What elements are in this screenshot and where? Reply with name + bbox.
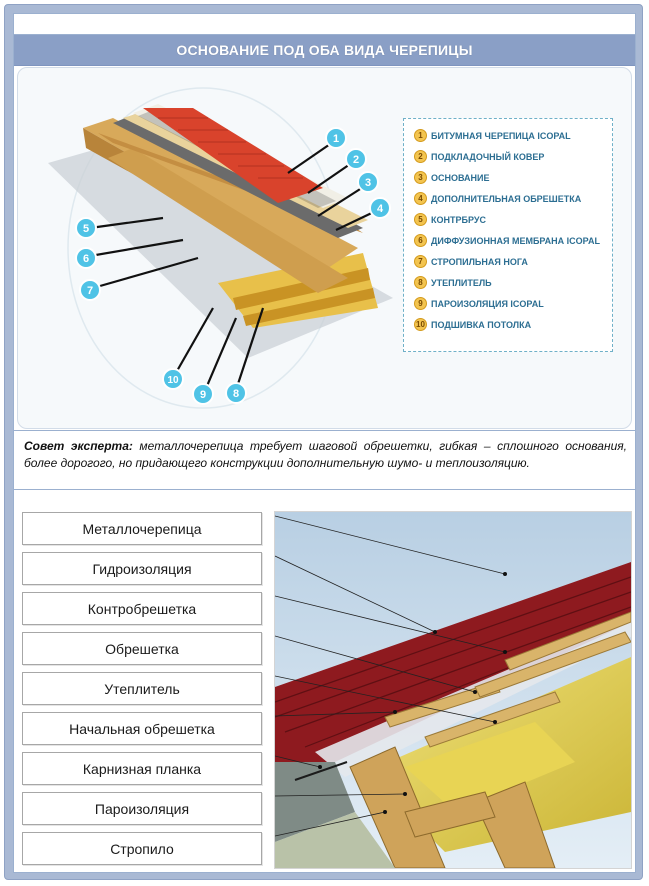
legend-label: ОСНОВАНИЕ (431, 172, 490, 183)
legend-item (414, 209, 612, 230)
callout-1: 1 (332, 133, 340, 145)
legend-label: КОНТРБРУС (431, 214, 486, 225)
legend-number: 2 (414, 150, 427, 163)
tip-text: металлочерепица требует шаговой обрешетки, гибкая – сплошного основания, более дорогого, но придающего конструкции дополнительную шумо- и теплоизоляцию. (24, 439, 627, 470)
label-vapor-barrier: Пароизоляция (22, 792, 262, 825)
label-starter-batten: Начальная обрешетка (22, 712, 262, 745)
expert-tip (14, 430, 635, 490)
legend-number: 1 (414, 129, 427, 142)
label-metal-tile: Металлочерепица (22, 512, 262, 545)
legend-item (414, 272, 612, 293)
callout-10: 10 (167, 375, 179, 386)
callout-9: 9 (199, 389, 207, 401)
legend-item (414, 188, 612, 209)
top-strip (14, 14, 635, 35)
legend-item (414, 125, 612, 146)
legend-number: 8 (414, 276, 427, 289)
callout-4: 4 (376, 203, 384, 215)
legend-number: 7 (414, 255, 427, 268)
callout-6: 6 (82, 253, 90, 265)
page-frame (4, 4, 643, 880)
legend-number: 4 (414, 192, 427, 205)
label-waterproofing: Гидроизоляция (22, 552, 262, 585)
legend-label: УТЕПЛИТЕЛЬ (431, 277, 492, 288)
label-eave-strip: Карнизная планка (22, 752, 262, 785)
callout-5: 5 (82, 223, 90, 235)
content-area (13, 13, 636, 873)
legend-label: ПОДШИВКА ПОТОЛКА (431, 319, 532, 330)
legend-label: ПОДКЛАДОЧНЫЙ КОВЕР (431, 151, 545, 162)
legend-label: БИТУМНАЯ ЧЕРЕПИЦА ICOPAL (431, 130, 571, 141)
label-insulation: Утеплитель (22, 672, 262, 705)
callout-3: 3 (364, 177, 372, 189)
legend-item (414, 251, 612, 272)
legend-number: 3 (414, 171, 427, 184)
tip-heading: Совет эксперта: (24, 439, 133, 453)
callout-8: 8 (232, 388, 240, 400)
legend-item (414, 230, 612, 251)
legend-label: СТРОПИЛЬНАЯ НОГА (431, 256, 528, 267)
page-title: ОСНОВАНИЕ ПОД ОБА ВИДА ЧЕРЕПИЦЫ (176, 42, 473, 58)
legend-number: 10 (414, 318, 427, 331)
legend-label: ДОПОЛНИТЕЛЬНАЯ ОБРЕШЕТКА (431, 193, 582, 204)
roof-layers-diagram (17, 67, 632, 429)
label-counter-batten: Контробрешетка (22, 592, 262, 625)
callout-7: 7 (86, 285, 94, 297)
legend-item (414, 167, 612, 188)
label-batten: Обрешетка (22, 632, 262, 665)
legend-number: 5 (414, 213, 427, 226)
roof-photo (274, 511, 632, 869)
legend (403, 118, 613, 352)
label-rafter: Стропило (22, 832, 262, 865)
callout-2: 2 (352, 154, 360, 166)
legend-number: 9 (414, 297, 427, 310)
legend-label: ДИФФУЗИОННАЯ МЕМБРАНА ICOPAL (431, 235, 600, 246)
legend-label: ПАРОИЗОЛЯЦИЯ ICOPAL (431, 298, 544, 309)
legend-item (414, 293, 612, 314)
legend-number: 6 (414, 234, 427, 247)
roof-photo-illustration (275, 512, 631, 868)
legend-item (414, 314, 612, 335)
metal-roof-diagram (14, 492, 635, 872)
legend-item (414, 146, 612, 167)
title-bar (14, 35, 635, 66)
